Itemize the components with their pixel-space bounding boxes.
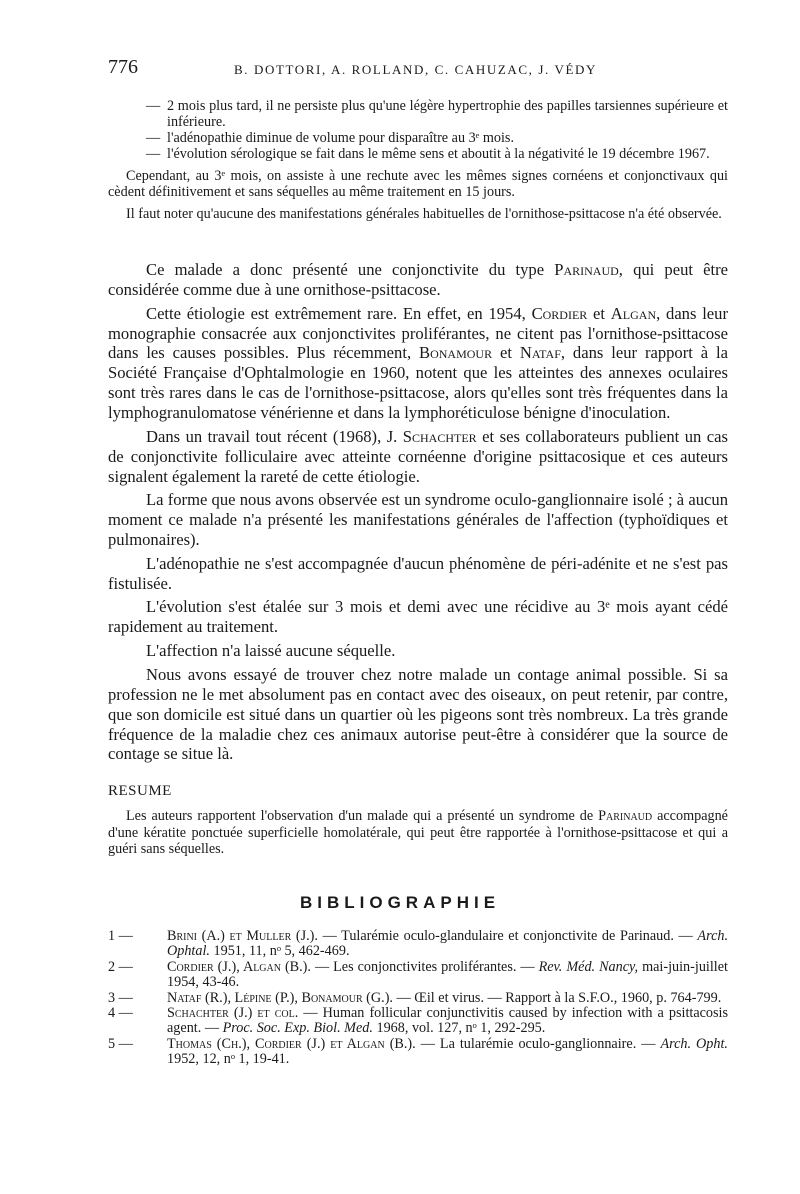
author-name: Schachter xyxy=(402,426,477,446)
page-header xyxy=(108,56,728,80)
dash-mark: — xyxy=(146,146,161,162)
dash-mark: — xyxy=(146,130,161,146)
resume-paragraph: Les auteurs rapportent l'observation d'un malade qui a présenté un syndrome de Parinaud accompagné d'une kératite ponctuée superficielle homolatérale, qui peut être rapportée à l'ornithose-psittacose et qui a guéri sans séquelles. xyxy=(108,808,728,857)
author-name: Bonamour xyxy=(419,343,493,363)
observation-item: — l'adénopathie diminue de volume pour disparaître au 3ᵉ mois. xyxy=(146,130,514,146)
reference-item: 4 — Schachter (J.) et col. — Human follicular conjunctivitis caused by infection with a psittacosis agent. — Proc. Soc. Exp. Biol. Med. 1968, vol. 127, nᵒ 1, 292-295. xyxy=(108,1005,728,1037)
author-name: Parinaud xyxy=(554,260,619,279)
reference-item: 5 — Thomas (Ch.), Cordier (J.) et Algan (B.). — La tularémie oculo-ganglionnaire. — Arch. Opht. 1952, 12, nᵒ 1, 19-41. xyxy=(108,1035,728,1068)
discussion-paragraph: Ce malade a donc présenté une conjonctivite du type Parinaud, qui peut être considérée comme due à une ornithose-psittacose. xyxy=(108,260,728,299)
observation-section xyxy=(108,98,728,222)
observation-item: — 2 mois plus tard, il ne persiste plus qu'une légère hypertrophie des papilles tarsiennes supérieure et inférieure. xyxy=(146,98,728,130)
reference-item: 2 — Cordier (J.), Algan (B.). — Les conjonctivites proliférantes. — Rev. Méd. Nancy, mai-juin-juillet 1954, 43-46. xyxy=(108,958,728,991)
discussion-section xyxy=(108,260,728,768)
bibliography-list xyxy=(108,929,728,1068)
observation-item: — l'évolution sérologique se fait dans le même sens et aboutit à la négativité le 19 décembre 1967. xyxy=(146,146,710,162)
discussion-paragraph: La forme que nous avons observée est un syndrome oculo-ganglionnaire isolé ; à aucun moment ce malade n'a présenté les manifestations générales de l'affection (typhoïdiques et pulmonaires). xyxy=(108,490,728,550)
page-number: 776 xyxy=(108,56,138,78)
bibliography-heading: BIBLIOGRAPHIE xyxy=(299,893,501,912)
reference-item: 3 — Nataf (R.), Lépine (P.), Bonamour (G.). — Œil et virus. — Rapport à la S.F.O., 1960, p. 764-799. xyxy=(108,989,722,1006)
running-head: B. DOTTORI, A. ROLLAND, C. CAHUZAC, J. VÉDY xyxy=(234,62,597,77)
discussion-paragraph: Dans un travail tout récent (1968), J. Schachter et ses collaborateurs publient un cas de conjonctivite folliculaire avec atteinte cornéenne d'origine psittacosique et ces auteurs signalent également la rareté de cette étiologie. xyxy=(108,426,728,486)
author-name: Parinaud xyxy=(598,808,653,824)
resume-heading: RESUME xyxy=(108,783,172,799)
observation-paragraph: Il faut noter qu'aucune des manifestations générales habituelles de l'ornithose-psittacose n'a été observée. xyxy=(126,206,722,222)
dash-mark: — xyxy=(146,98,161,114)
author-name: Algan xyxy=(610,303,657,323)
discussion-paragraph: L'évolution s'est étalée sur 3 mois et demi avec une récidive au 3ᵉ mois ayant cédé rapidement au traitement. xyxy=(108,597,728,637)
discussion-paragraph: Nous avons essayé de trouver chez notre malade un contage animal possible. Si sa profession ne le met absolument pas en contact avec des oiseaux, on peut retenir, par contre, que son domicile est situé dans un quartier où les pigeons sont très nombreux. La très grande fréquence de la maladie chez ces animaux autorise peut-être à considérer que la source de contage se situe là. xyxy=(108,664,728,764)
reference-item: 1 — Brini (A.) et Muller (J.). — Tularémie oculo-glandulaire et conjonctivite de Parinaud. — Arch. Ophtal. 1951, 11, nᵒ 5, 462-469. xyxy=(108,928,729,960)
discussion-paragraph: Cette étiologie est extrêmement rare. En effet, en 1954, Cordier et Algan, dans leur monographie consacrée aux conjonctivites proliférantes, ne citent pas l'ornithose-psittacose dans les causes possibles. Plus récemment, Bonamour et Nataf, dans leur rapport à la Société Française d'Ophtalmologie en 1960, notent que les atteintes des annexes oculaires sont très rares dans le cas de l'ornithose-psittacose, alors qu'elles sont très fréquentes dans la lymphogranulomatose vénérienne et dans la lymphoréticulose bénigne d'inoculation. xyxy=(108,303,728,423)
author-name: Cordier xyxy=(531,303,588,323)
observation-paragraph: Cependant, au 3ᵉ mois, on assiste à une rechute avec les mêmes signes cornéens et conjonctivaux qui cèdent définitivement et sans séquelles au même traitement en 15 jours. xyxy=(108,168,728,200)
discussion-paragraph: L'affection n'a laissé aucune séquelle. xyxy=(146,641,396,661)
discussion-paragraph: L'adénopathie ne s'est accompagnée d'aucun phénomène de péri-adénite et ne s'est pas fistulisée. xyxy=(108,553,728,593)
author-name: Nataf xyxy=(519,343,561,363)
